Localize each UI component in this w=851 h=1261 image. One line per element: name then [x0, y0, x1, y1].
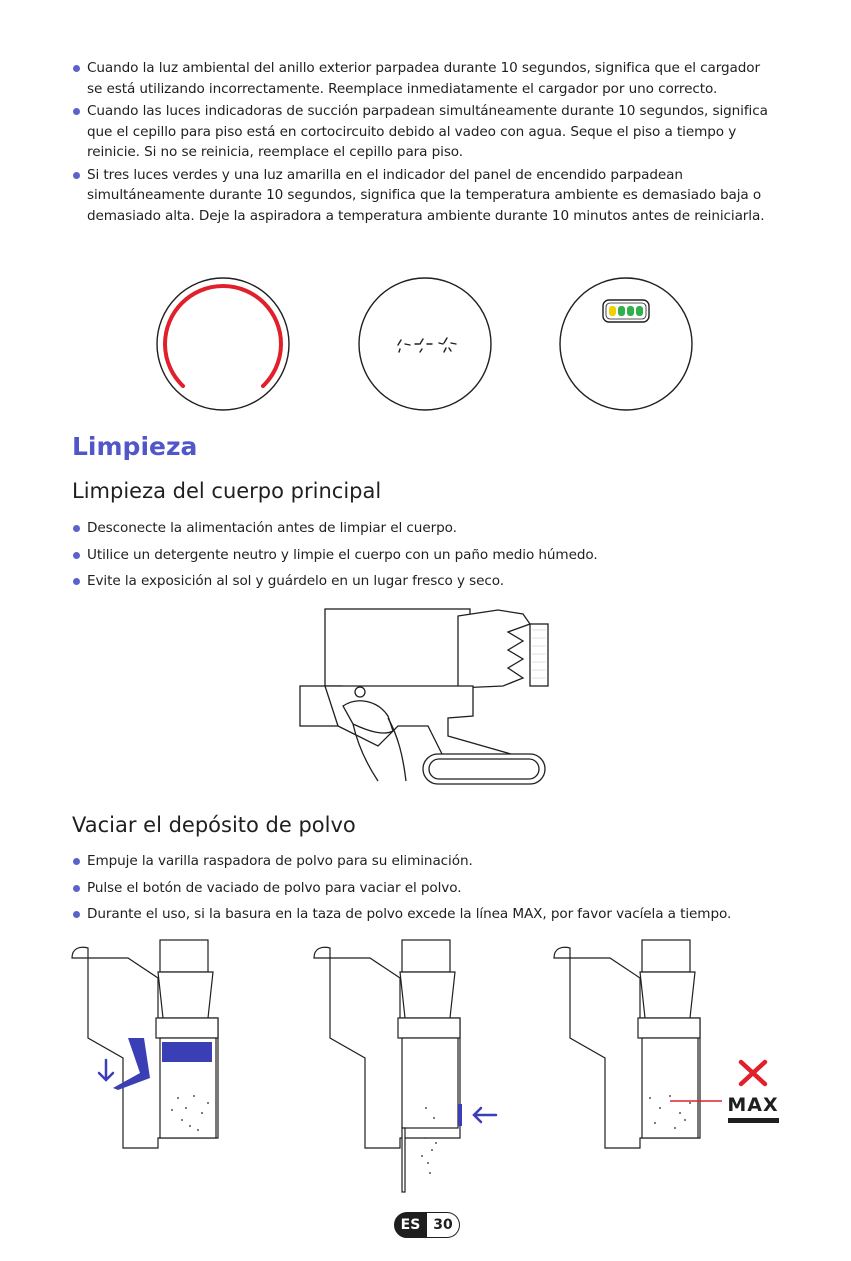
- battery-icon: [603, 300, 649, 322]
- dust-release-figure: [310, 938, 500, 1194]
- dust-scraper-figure: [68, 938, 228, 1154]
- list-item: Si tres luces verdes y una luz amarilla en el indicador del panel de encendido parpadean simultáneamente durante 10 segundos, significa que la temperatura ambiente es demasiado baja o demasiado alta. Deje la aspiradora a temperatura ambiente durante 10 minutos antes de reiniciarla.: [73, 165, 773, 227]
- list-item: Empuje la varilla raspadora de polvo para su eliminación.: [73, 851, 793, 872]
- list-item: Cuando la luz ambiental del anillo exterior parpadea durante 10 segundos, significa que el cargador se está utilizando incorrectamente. Reemplace inmediatamente el cargador por uno correcto.: [73, 58, 773, 99]
- ambient-ring-figure: [153, 278, 295, 412]
- down-arrow-icon: [99, 1060, 113, 1080]
- dust-emptying-list: [73, 851, 793, 931]
- cross-icon: [738, 1059, 768, 1087]
- body-cleaning-list: [73, 518, 773, 598]
- indicator-notes-list: [73, 58, 773, 228]
- page-number: 30: [427, 1212, 460, 1238]
- max-label-underline: [728, 1118, 779, 1123]
- list-item: Durante el uso, si la basura en la taza de polvo excede la línea MAX, por favor vacíela a tiempo.: [73, 904, 793, 925]
- left-arrow-icon: [474, 1108, 496, 1122]
- page-number-badge: [394, 1212, 460, 1238]
- body-cleaning-heading: Limpieza del cuerpo principal: [72, 479, 382, 503]
- list-item: Utilice un detergente neutro y limpie el cuerpo con un paño medio húmedo.: [73, 545, 773, 566]
- section-title: Limpieza: [72, 432, 198, 461]
- battery-panel-figure: [556, 278, 698, 412]
- dust-max-figure: [550, 938, 710, 1154]
- max-label: MAX: [727, 1094, 779, 1116]
- suction-lights-figure: [355, 278, 497, 412]
- list-item: Desconecte la alimentación antes de limpiar el cuerpo.: [73, 518, 773, 539]
- dust-emptying-heading: Vaciar el depósito de polvo: [72, 813, 356, 837]
- language-label: ES: [394, 1212, 427, 1238]
- list-item: Cuando las luces indicadoras de succión parpadean simultáneamente durante 10 segundos, significa que el cepillo para piso está en cortocircuito debido al vadeo con agua. Seque el piso a tiempo y reinicie. Si no se reinicia, reemplace el cepillo para piso.: [73, 101, 773, 163]
- list-item: Pulse el botón de vaciado de polvo para vaciar el polvo.: [73, 878, 793, 899]
- list-item: Evite la exposición al sol y guárdelo en un lugar fresco y seco.: [73, 571, 773, 592]
- cleaning-body-illustration: [298, 606, 550, 790]
